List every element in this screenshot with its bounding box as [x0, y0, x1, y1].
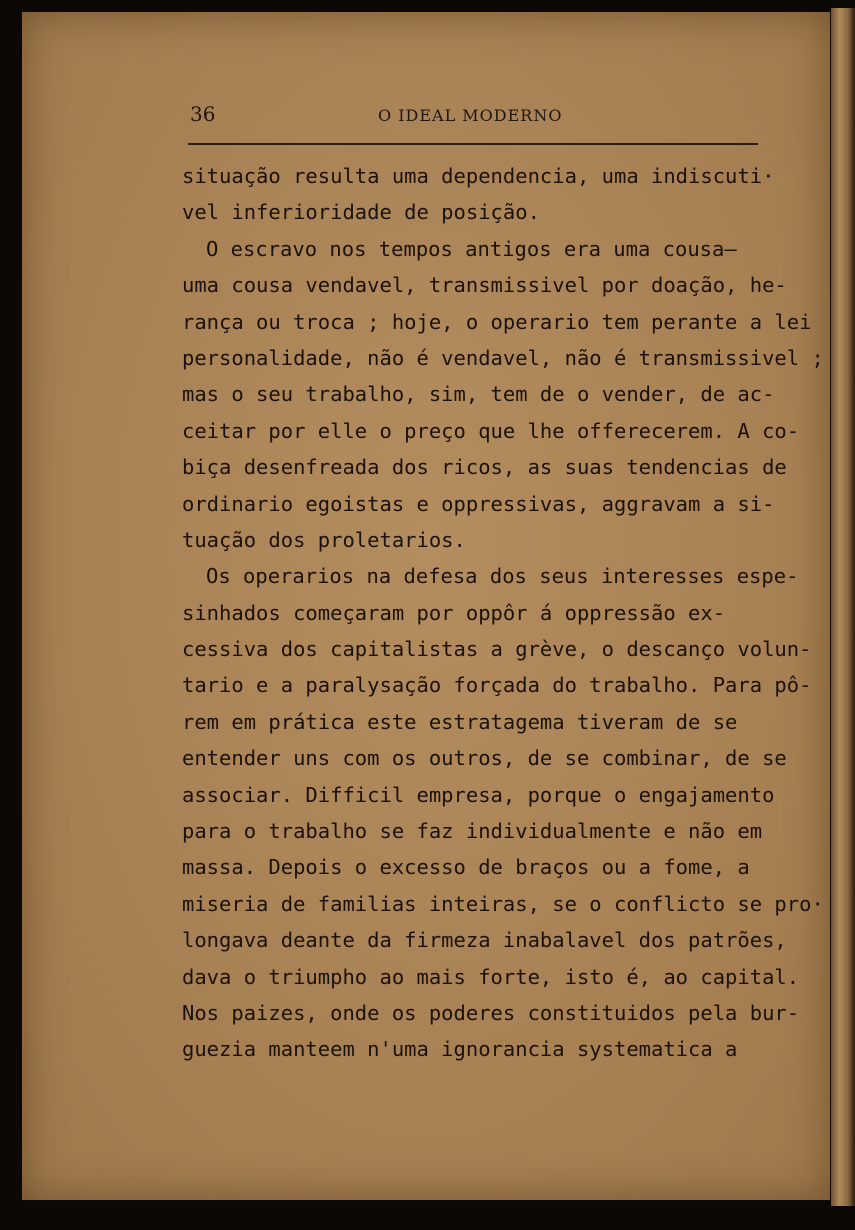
body-text [182, 158, 824, 1068]
text-line: biça desenfreada dos ricos, as suas tendencias de [182, 455, 787, 480]
text-line: entender uns com os outros, de se combinar, de se [182, 746, 787, 771]
text-line: rança ou troca ; hoje, o operario tem perante a lei [182, 309, 812, 334]
text-line: tario e a paralysação forçada do trabalho. Para pô- [182, 673, 812, 698]
text-line: uma cousa vendavel, transmissivel por doação, he- [182, 273, 787, 298]
text-line: mas o seu trabalho, sim, tem de o vender, de ac- [182, 382, 775, 407]
text-line: tuação dos proletarios. [182, 527, 466, 552]
text-line: vel inferioridade de posição. [182, 200, 540, 225]
book-page [22, 12, 830, 1200]
text-line: guezia manteem n'uma ignorancia systematica a [182, 1037, 738, 1062]
text-line: longava deante da firmeza inabalavel dos patrões, [182, 928, 787, 953]
text-line: miseria de familias inteiras, se o conflicto se pro· [182, 891, 824, 916]
text-line: massa. Depois o excesso de braços ou a fome, a [182, 855, 750, 880]
text-line: cessiva dos capitalistas a grève, o descanço volun- [182, 637, 812, 662]
text-line: associar. Difficil empresa, porque o engajamento [182, 782, 775, 807]
text-line: para o trabalho se faz individualmente e não em [182, 819, 763, 844]
text-line: dava o triumpho ao mais forte, isto é, ao capital. [182, 964, 800, 989]
text-line: rem em prática este estratagema tiveram de se [182, 709, 738, 734]
page-number: 36 [190, 102, 216, 126]
text-line: situação resulta uma dependencia, uma indiscuti· [182, 164, 775, 188]
page-edge [831, 8, 855, 1206]
page-header [168, 102, 758, 132]
text-line: ceitar por elle o preço que lhe offerecerem. A co- [182, 418, 800, 443]
running-title: O IDEAL MODERNO [378, 106, 563, 125]
text-line: personalidade, não é vendavel, não é transmissivel ; [182, 345, 824, 370]
header-rule [188, 143, 758, 145]
text-line: Os operarios na defesa dos seus interesses espe- [206, 564, 799, 589]
text-line: sinhados começaram por oppôr á oppressão ex- [182, 600, 726, 625]
text-line: O escravo nos tempos antigos era uma cousa— [206, 236, 737, 261]
text-line: Nos paizes, onde os poderes constituidos pela bur- [182, 1000, 800, 1025]
text-line: ordinario egoistas e oppressivas, aggravam a si- [182, 491, 775, 516]
